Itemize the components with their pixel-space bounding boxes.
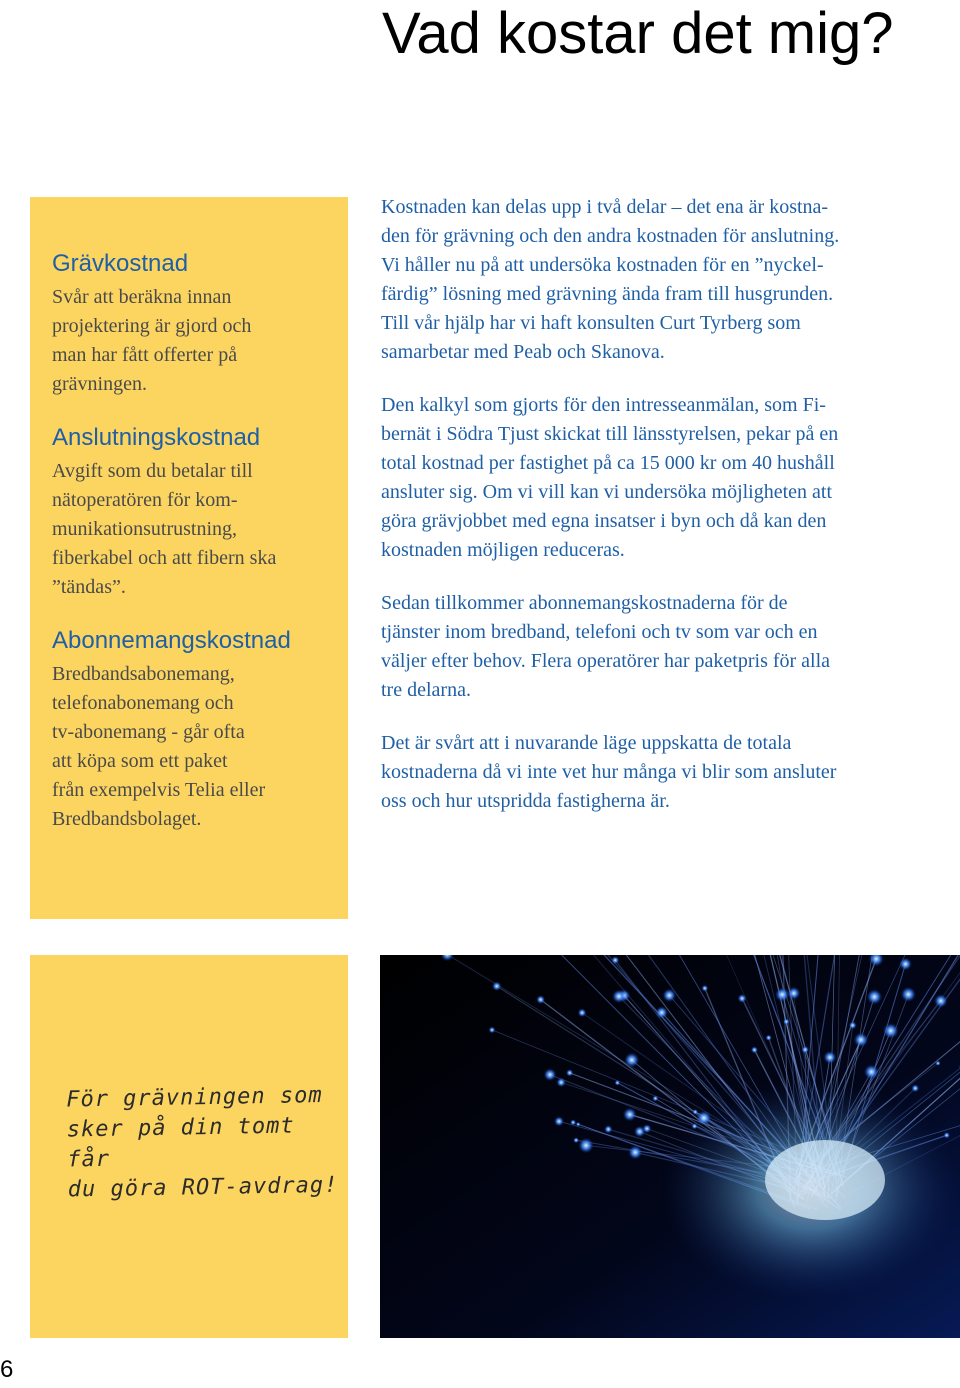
fiber-light-point xyxy=(691,1123,697,1129)
fiber-light-point xyxy=(655,1006,667,1018)
article-paragraph: Det är svårt att i nuvarande läge uppskatta de totala kostnaderna då vi inte vet hur många vi blir som ansluter oss och hur utspridda fastigherna är. xyxy=(381,732,837,812)
fiber-light-point xyxy=(663,989,676,1002)
fiber-light-point xyxy=(935,1061,940,1066)
fiber-light-point xyxy=(554,1116,564,1126)
fiber-light-point xyxy=(864,1064,879,1079)
fiber-light-point xyxy=(544,1068,557,1081)
rot-note-box xyxy=(30,955,348,1338)
rot-note-text: För grävningen som sker på din tomt får du göra ROT-avdrag! xyxy=(66,1082,339,1203)
fiber-light-point xyxy=(573,1137,579,1143)
cost-section-anslutningskostnad xyxy=(52,423,342,602)
fiber-light-point xyxy=(692,1109,698,1115)
fiber-light-point xyxy=(570,1119,576,1125)
fiber-light-point xyxy=(823,1051,836,1064)
fiber-light-point xyxy=(849,1021,857,1029)
fiber-light-point xyxy=(701,985,708,992)
fiber-light-point xyxy=(611,956,619,964)
fiber-light-point xyxy=(576,1122,581,1127)
fiber-light-point xyxy=(578,1008,587,1017)
section-body: Bredbandsabonemang, telefonabonemang och tv-abonemang - går ofta att köpa som ett paket från exempelvis Telia eller Bredbandsbolaget. xyxy=(52,663,266,830)
cost-section-abonnemangskostnad xyxy=(52,626,342,834)
section-heading: Grävkostnad xyxy=(52,250,189,277)
fiber-light-point xyxy=(604,1125,612,1133)
fiber-light-point xyxy=(696,1111,711,1126)
fiber-light-point xyxy=(766,1035,772,1041)
fiber-light-point xyxy=(801,1046,809,1054)
fiber-light-point xyxy=(899,958,912,971)
fiber-light-point xyxy=(578,1138,593,1153)
article-paragraph: Kostnaden kan delas upp i två delar – det ena är kostna- den för grävning och den andra kostnaden för anslutning. Vi håller nu på att undersöka kostnaden för en ”nyckel- färdig” lösning med grävning ända fram till husgrunden. Till vår hjälp har vi haft konsulten Curt Tyrberg som samarbetar med Peab och Skanova. xyxy=(381,196,840,363)
fiber-light-point xyxy=(489,1027,496,1034)
fiber-optic-photo xyxy=(380,955,960,1338)
article-paragraph: Den kalkyl som gjorts för den intresseanmälan, som Fi- bernät i Södra Tjust skickat till länsstyrelsen, pekar på en total kostnad per fastighet på ca 15 000 kr om 40 hushåll ansluter sig. Om vi vill kan vi undersöka möjligheten att göra grävjobbet med egna insatser i byn och då kan den kostnaden möjligen reduceras. xyxy=(381,394,839,561)
fiber-light-point xyxy=(901,987,916,1002)
fiber-light-point xyxy=(787,987,800,1000)
fiber-optic-image xyxy=(380,955,960,1338)
fiber-light-point xyxy=(556,1078,565,1087)
fiber-light-point xyxy=(566,1069,573,1076)
article-paragraph: Sedan tillkommer abonnemangskostnaderna för de tjänster inom bredband, telefoni och tv som var och en väljer efter behov. Flera operatörer har paketpris för alla tre delarna. xyxy=(381,592,831,701)
fiber-light-point xyxy=(492,981,501,990)
fiber-light-point xyxy=(615,1080,621,1086)
section-heading: Abonnemangskostnad xyxy=(52,627,291,654)
section-body: Avgift som du betalar till nätoperatören för kom- munikationsutrustning, fiberkabel och att fibern ska ”tändas”. xyxy=(52,460,277,598)
fiber-light-point xyxy=(783,1018,790,1025)
fiber-light-point xyxy=(867,989,882,1004)
page-title: Vad kostar det mig? xyxy=(382,1,894,66)
cost-info-box xyxy=(30,197,348,919)
fiber-light-point xyxy=(738,994,747,1003)
section-heading: Anslutningskostnad xyxy=(52,424,261,451)
fiber-light-point xyxy=(628,1145,642,1159)
fiber-light-point xyxy=(854,1033,868,1047)
main-article xyxy=(381,193,951,840)
cost-section-gravkostnad xyxy=(52,249,342,399)
fiber-light-point xyxy=(623,1108,637,1122)
fiber-light-point xyxy=(911,1084,919,1092)
cost-sections xyxy=(52,249,342,858)
fiber-light-point xyxy=(883,1023,899,1039)
fiber-light-point xyxy=(612,990,625,1003)
page-number: 6 xyxy=(0,1356,14,1383)
fiber-light-point xyxy=(652,1095,658,1101)
fiber-light-point xyxy=(634,1126,645,1137)
fiber-light-point xyxy=(934,994,947,1007)
section-body: Svår att beräkna innan projektering är gjord och man har fått offerter på grävningen. xyxy=(52,286,252,395)
fiber-light-point xyxy=(751,1046,758,1053)
fiber-light-point xyxy=(943,1132,950,1139)
fiber-light-point xyxy=(624,1053,639,1068)
fiber-light-point xyxy=(775,987,789,1001)
fiber-light-point xyxy=(536,995,545,1004)
